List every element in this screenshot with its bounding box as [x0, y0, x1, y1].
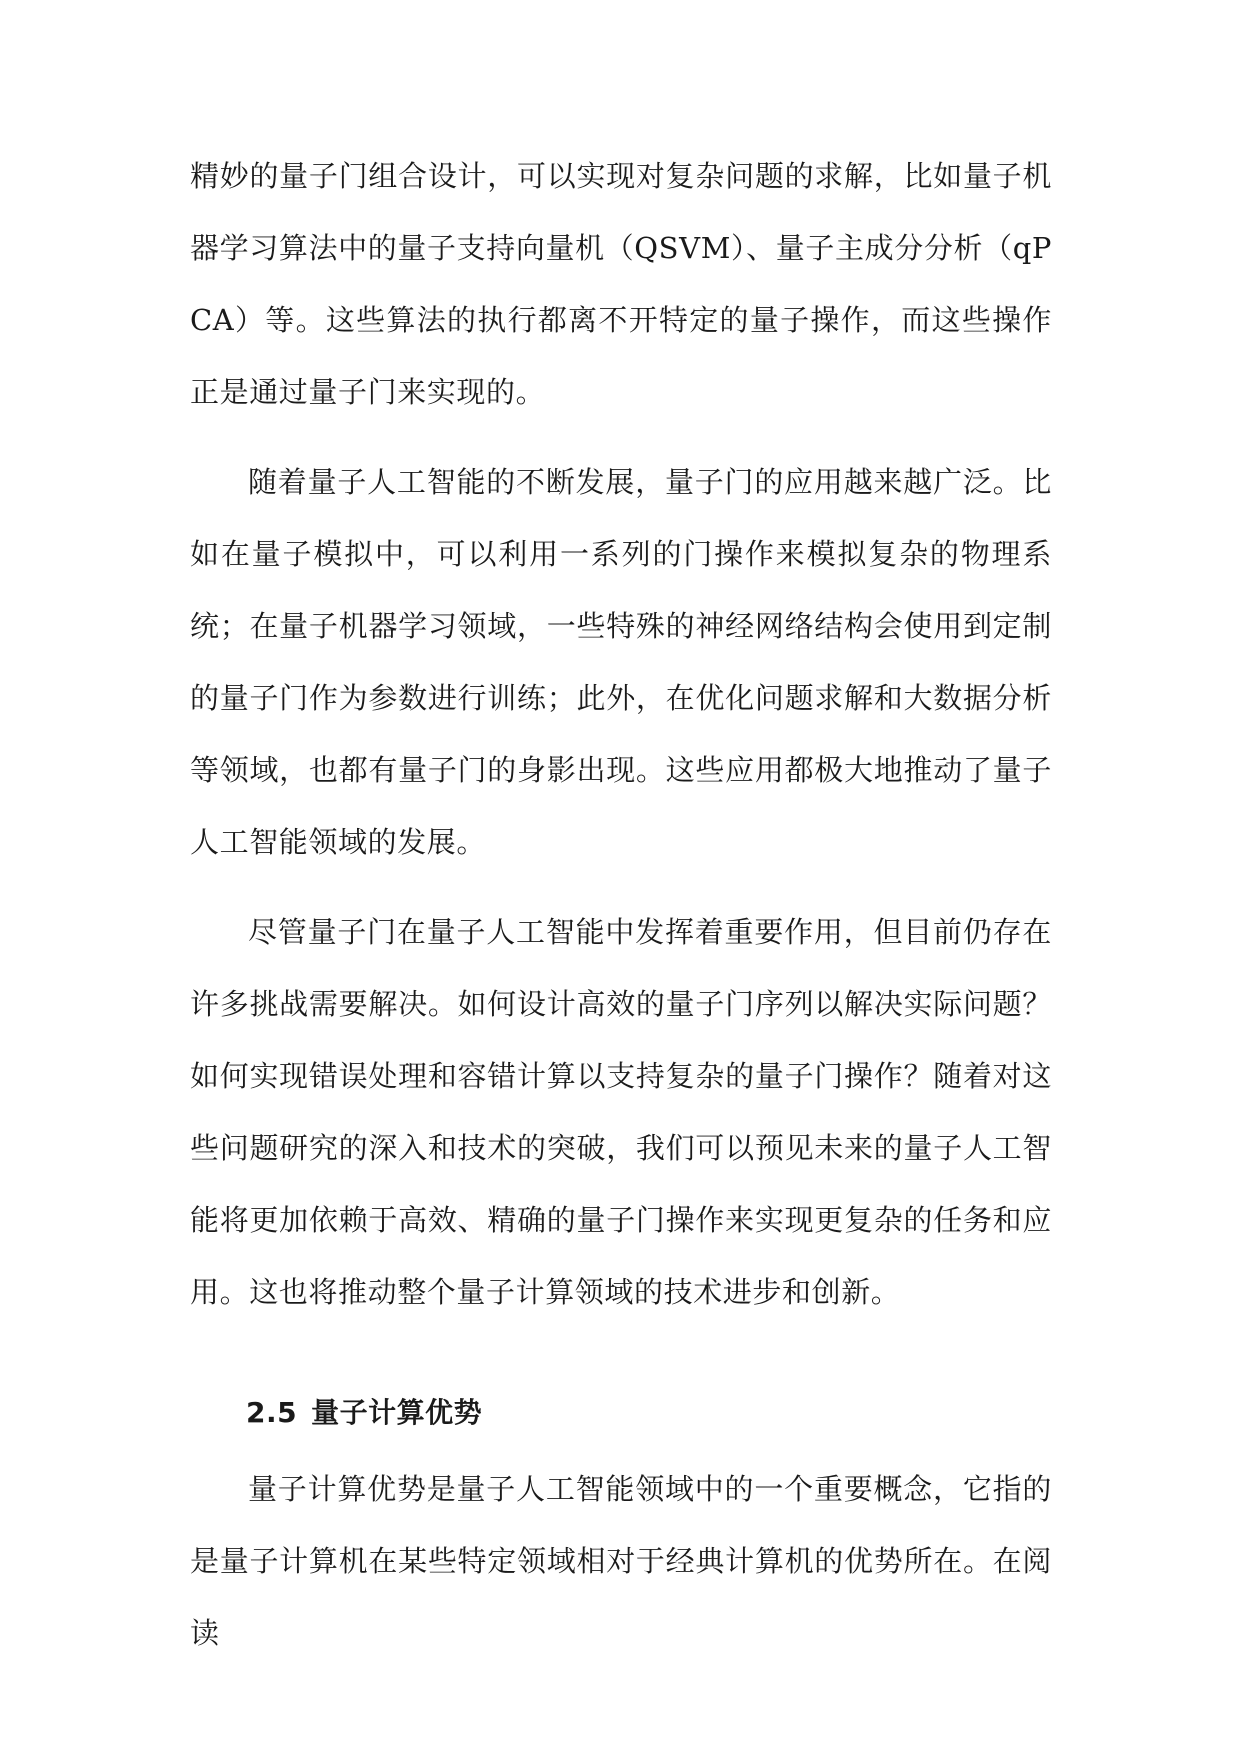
paragraph-applications: 随着量子人工智能的不断发展，量子门的应用越来越广泛。比如在量子模拟中，可以利用一系列的门操作来模拟复杂的物理系统；在量子机器学习领域，一些特殊的神经网络结构会使用到定制的量子门作为参数进行训练；此外，在优化问题求解和大数据分析等领域，也都有量子门的身影出现。这些应用都极大地推动了量子人工智能领域的发展。 — [190, 465, 1052, 859]
section-title: 量子计算优势 — [311, 1396, 483, 1429]
section-number: 2.5 — [246, 1396, 298, 1429]
section-heading — [246, 1393, 482, 1433]
paragraph-challenges: 尽管量子门在量子人工智能中发挥着重要作用，但目前仍存在许多挑战需要解决。如何设计高效的量子门序列以解决实际问题？如何实现错误处理和容错计算以支持复杂的量子门操作？随着对这些问题研究的深入和技术的突破，我们可以预见未来的量子人工智能将更加依赖于高效、精确的量子门操作来实现更复杂的任务和应用。这也将推动整个量子计算领域的技术进步和创新。 — [190, 915, 1052, 1309]
paragraph-quantum-advantage: 量子计算优势是量子人工智能领域中的一个重要概念，它指的是量子计算机在某些特定领域相对于经典计算机的优势所在。在阅读 — [190, 1472, 1052, 1650]
paragraph-continuation: 精妙的量子门组合设计，可以实现对复杂问题的求解，比如量子机器学习算法中的量子支持向量机（QSVM）、量子主成分分析（qPCA）等。这些算法的执行都离不开特定的量子操作，而这些操作正是通过量子门来实现的。 — [190, 159, 1052, 409]
